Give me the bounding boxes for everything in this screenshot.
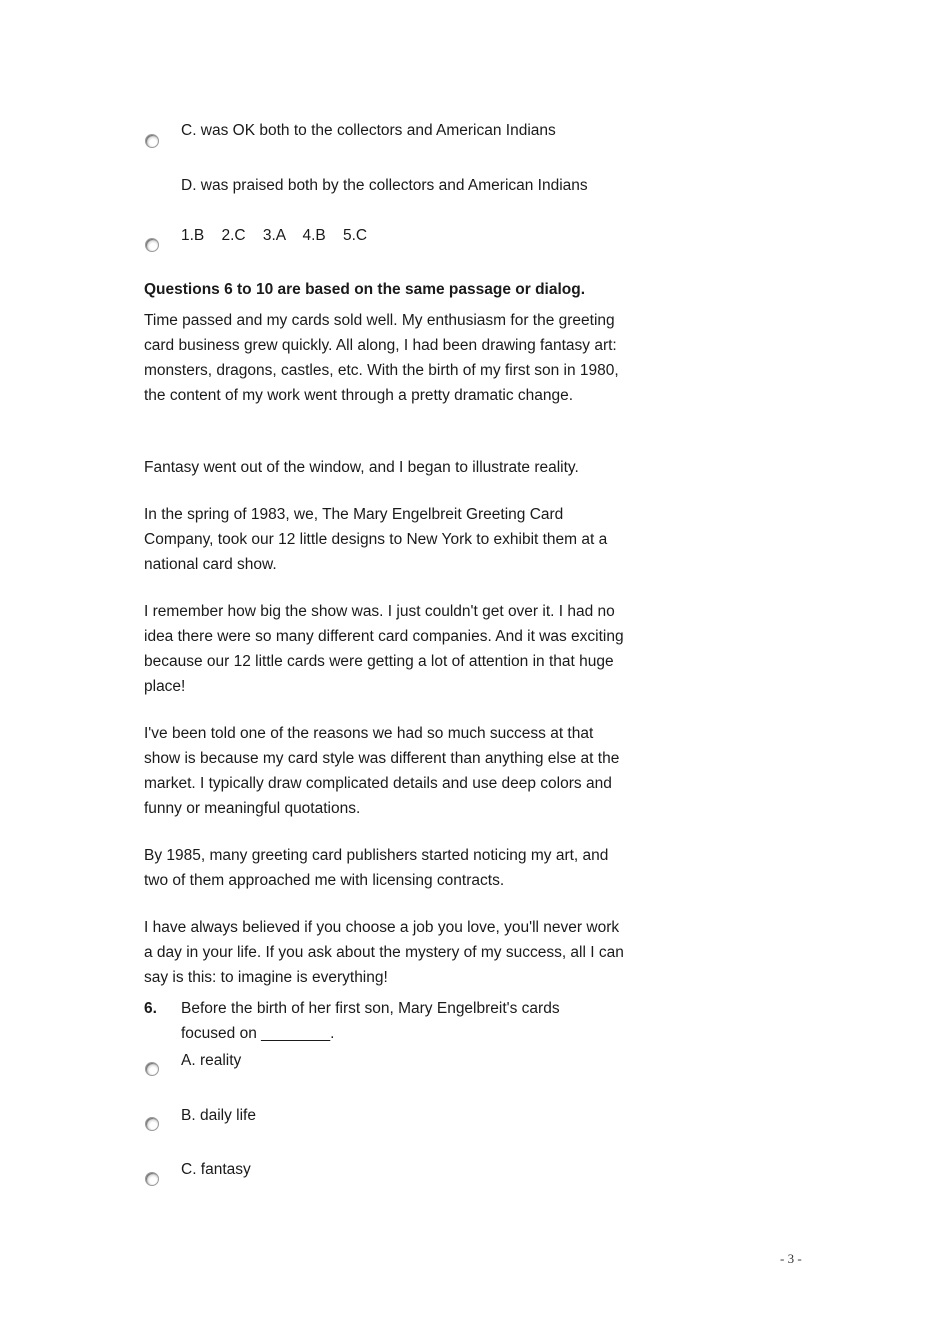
passage-paragraph-1: Time passed and my cards sold well. My enthusiasm for the greeting card business grew quickly. All along, I had been drawing fantasy art: monsters, dragons, castles, etc. With the birth of my first son in 1980, the content of my work went through a pretty dramatic change. xyxy=(144,312,619,404)
option-c-prev-label: C. was OK both to the collectors and American Indians xyxy=(181,122,556,139)
passage-paragraph-6: By 1985, many greeting card publishers started noticing my art, and two of them approached me with licensing contracts. xyxy=(144,847,609,889)
passage-paragraph-3: In the spring of 1983, we, The Mary Engelbreit Greeting Card Company, took our 12 little designs to New York to exhibit them at a national card show. xyxy=(144,506,608,573)
radio-answer-key[interactable] xyxy=(145,238,159,252)
option-d-prev-label: D. was praised both by the collectors and American Indians xyxy=(181,177,588,194)
passage-paragraph-5: I've been told one of the reasons we had so much success at that show is because my card style was different than anything else at the market. I typically draw complicated details and use deep colors and funny or meaningful quotations. xyxy=(144,725,620,817)
passage-paragraph-7: I have always believed if you choose a job you love, you'll never work a day in your life. If you ask about the mystery of my success, all I can say is this: to imagine is everything! xyxy=(144,919,624,986)
radio-q6-option-c[interactable] xyxy=(145,1172,159,1186)
passage-paragraph-2: Fantasy went out of the window, and I began to illustrate reality. xyxy=(144,459,579,476)
passage-paragraph-4: I remember how big the show was. I just couldn't get over it. I had no idea there were so many different card companies. And it was exciting because our 12 little cards were getting a lot of attention in that huge place! xyxy=(144,603,624,695)
q6-option-a-label: A. reality xyxy=(181,1052,242,1069)
radio-q6-option-b[interactable] xyxy=(145,1117,159,1131)
radio-q6-option-a[interactable] xyxy=(145,1062,159,1076)
page-number: - 3 - xyxy=(780,1251,802,1266)
question-6-number: 6. xyxy=(144,1000,157,1017)
answer-key-label: 1.B 2.C 3.A 4.B 5.C xyxy=(181,227,368,244)
question-6-text: Before the birth of her first son, Mary Engelbreit's cards focused on ________. xyxy=(181,1000,560,1042)
q6-option-c-label: C. fantasy xyxy=(181,1161,251,1178)
section-heading: Questions 6 to 10 are based on the same passage or dialog. xyxy=(144,281,586,298)
q6-option-b-label: B. daily life xyxy=(181,1107,256,1124)
radio-option-c-prev[interactable] xyxy=(145,134,159,148)
